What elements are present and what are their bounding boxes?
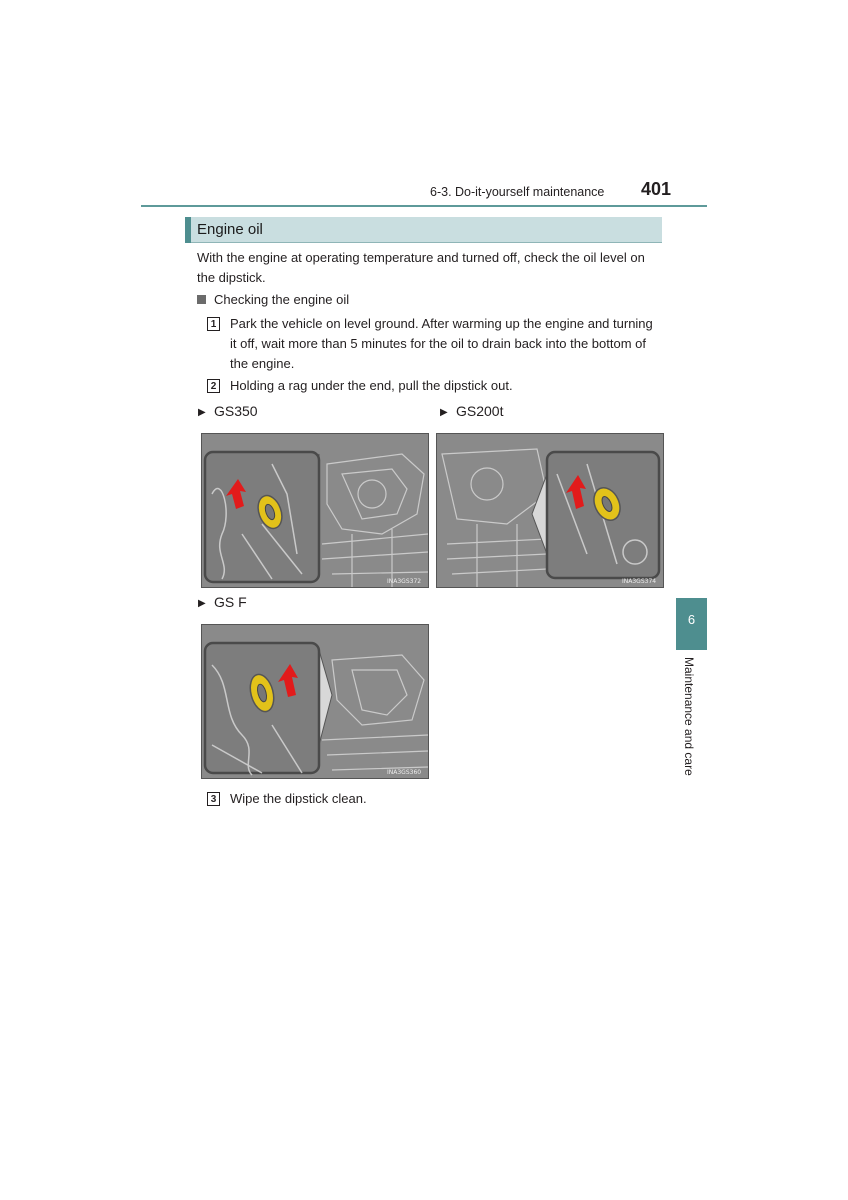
step-text: Park the vehicle on level ground. After warming up the engine and turning it off, wait more than 5 minutes for the oil to drain back into the bottom of the engine. — [230, 316, 653, 371]
model-label: GS F — [214, 594, 247, 610]
figure-code: INA3GS372 — [387, 578, 422, 585]
chapter-tab: 6 — [676, 598, 707, 650]
step-number: 2 — [207, 379, 220, 393]
engine-illustration-gs350 — [201, 433, 429, 588]
page-number: 401 — [641, 179, 672, 199]
section-label: 6-3. Do-it-yourself maintenance — [430, 185, 605, 199]
step-text: Holding a rag under the end, pull the dipstick out. — [230, 378, 513, 393]
model-label: GS350 — [214, 403, 258, 419]
step-number: 3 — [207, 792, 220, 806]
square-bullet-icon — [197, 294, 207, 304]
model-label: GS200t — [456, 403, 504, 419]
header-rule — [141, 205, 707, 207]
section-heading-accent — [185, 217, 191, 243]
chapter-title: Maintenance and care — [682, 657, 696, 776]
step-number: 1 — [207, 317, 220, 331]
figure-code: INA3GS360 — [387, 769, 422, 776]
intro-paragraph: With the engine at operating temperature and turned off, check the oil level on the dipstick. — [197, 250, 645, 285]
triangle-bullet-icon: ▶ — [440, 407, 448, 418]
section-heading: Engine oil — [197, 221, 263, 238]
triangle-bullet-icon: ▶ — [198, 407, 206, 418]
subheading: Checking the engine oil — [214, 292, 350, 307]
engine-illustration-gsf — [201, 624, 429, 779]
engine-illustration-gs200t — [436, 433, 664, 588]
step-text: Wipe the dipstick clean. — [230, 791, 367, 806]
figure-code: INA3GS374 — [622, 578, 657, 585]
triangle-bullet-icon: ▶ — [198, 598, 206, 609]
